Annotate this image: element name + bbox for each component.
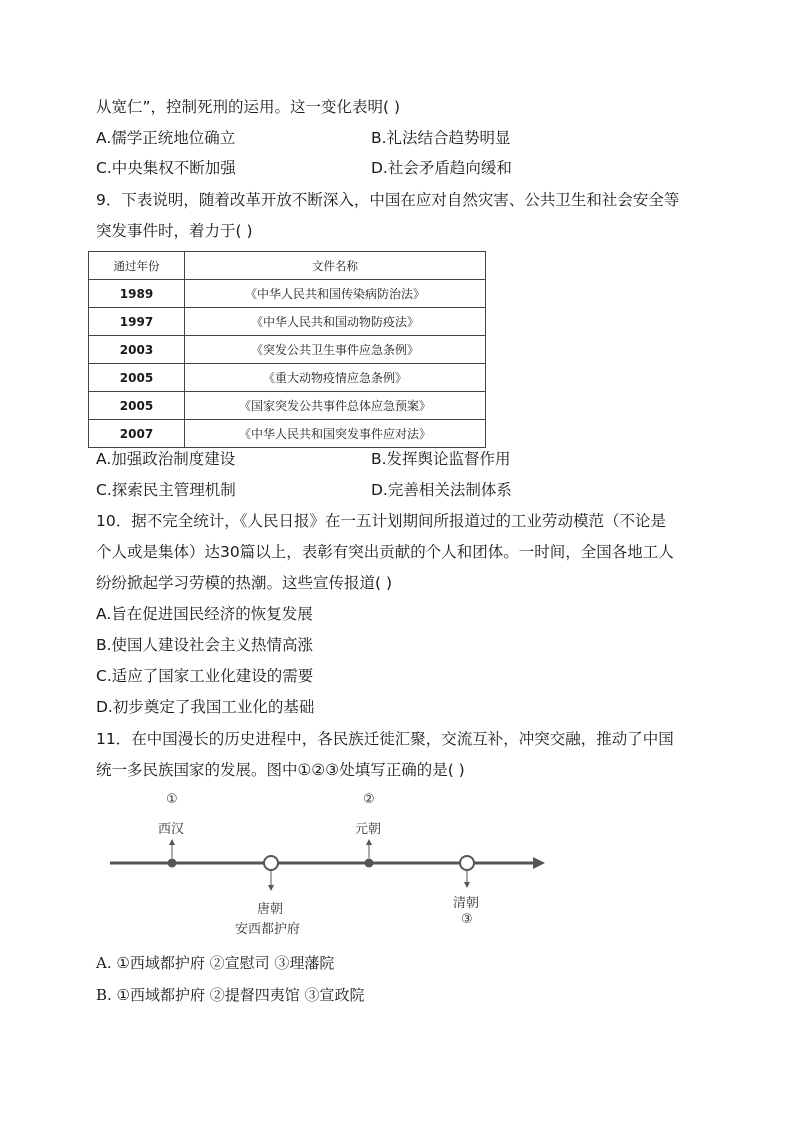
q11-option-b[interactable]: B. ①西域都护府 ②提督四夷馆 ③宣政院 (96, 986, 365, 1004)
table-cell-year: 2005 (89, 392, 185, 420)
q9-option-c[interactable]: C.探索民主管理机制 (96, 481, 236, 499)
arrowhead-up-xihan (169, 839, 175, 845)
q10-option-c[interactable]: C.适应了国家工业化建设的需要 (96, 667, 314, 685)
table-row (89, 280, 486, 308)
timeline-dot-xihan (168, 859, 177, 868)
table-cell-year: 2005 (89, 364, 185, 392)
dynasty-timeline (110, 790, 550, 940)
arrowhead-up-yuan (366, 839, 372, 845)
timeline-dot-yuan (365, 859, 374, 868)
table-row (89, 364, 486, 392)
q10-stem-line2: 个人或是集体）达30篇以上，表彰有突出贡献的个人和团体。一时间，全国各地工人 (96, 543, 674, 561)
timeline-ring-qing (460, 856, 474, 870)
table-cell-year: 2007 (89, 420, 185, 448)
arrowhead-down-qing (464, 882, 470, 888)
timeline-marker-1: ① (166, 792, 178, 807)
q9-option-b[interactable]: B.发挥舆论监督作用 (371, 450, 511, 468)
q10-option-a[interactable]: A.旨在促进国民经济的恢复发展 (96, 605, 313, 623)
arrowhead-down-tang (268, 885, 274, 891)
q9-option-a[interactable]: A.加强政治制度建设 (96, 450, 236, 468)
q10-stem-line3: 纷纷掀起学习劳模的热潮。这些宣传报道( ) (96, 574, 393, 592)
table-row (89, 420, 486, 448)
q9-option-d[interactable]: D.完善相关法制体系 (371, 481, 512, 499)
timeline-label-tang: 唐朝 (257, 902, 284, 917)
q8-option-c[interactable]: C.中央集权不断加强 (96, 159, 236, 177)
timeline-label-xihan: 西汉 (158, 822, 185, 837)
q8-option-b[interactable]: B.礼法结合趋势明显 (371, 129, 511, 147)
table-cell-doc: 《中华人民共和国传染病防治法》 (185, 280, 486, 308)
table-row (89, 308, 486, 336)
q8-option-d[interactable]: D.社会矛盾趋向缓和 (371, 159, 512, 177)
table-cell-doc: 《中华人民共和国突发事件应对法》 (185, 420, 486, 448)
q11-stem-line1: 11．在中国漫长的历史进程中，各民族迁徙汇聚，交流互补，冲突交融，推动了中国 (96, 730, 674, 748)
timeline-marker-3: ③ (461, 912, 473, 927)
timeline-ring-tang (264, 856, 278, 870)
q9-stem-line2: 突发事件时，着力于( ) (96, 222, 253, 240)
q8-stem: 从宽仁”，控制死刑的运用。这一变化表明( ) (96, 98, 401, 116)
table-cell-doc: 《国家突发公共事件总体应急预案》 (185, 392, 486, 420)
laws-table (88, 251, 486, 448)
q10-stem-line1: 10．据不完全统计，《人民日报》在一五计划期间所报道过的工业劳动模范（不论是 (96, 512, 666, 530)
table-cell-doc: 《重大动物疫情应急条例》 (185, 364, 486, 392)
table-header-doc: 文件名称 (185, 252, 486, 280)
table-cell-doc: 《中华人民共和国动物防疫法》 (185, 308, 486, 336)
table-header-year: 通过年份 (89, 252, 185, 280)
table-row (89, 336, 486, 364)
timeline-label-yuan: 元朝 (355, 822, 382, 837)
table-cell-doc: 《突发公共卫生事件应急条例》 (185, 336, 486, 364)
timeline-label-qing: 清朝 (453, 896, 480, 911)
q11-stem-line2: 统一多民族国家的发展。图中①②③处填写正确的是( ) (96, 761, 465, 779)
timeline-arrowhead (533, 857, 545, 869)
q8-option-a[interactable]: A.儒学正统地位确立 (96, 129, 236, 147)
q11-option-a[interactable]: A. ①西域都护府 ②宣慰司 ③理藩院 (96, 954, 335, 972)
timeline-label-anxi: 安西都护府 (235, 922, 301, 937)
timeline-svg (110, 790, 550, 940)
table-header-row (89, 252, 486, 280)
q10-option-d[interactable]: D.初步奠定了我国工业化的基础 (96, 698, 315, 716)
timeline-marker-2: ② (363, 792, 375, 807)
table-cell-year: 2003 (89, 336, 185, 364)
table-cell-year: 1989 (89, 280, 185, 308)
table-row (89, 392, 486, 420)
q10-option-b[interactable]: B.使国人建设社会主义热情高涨 (96, 636, 314, 654)
table-cell-year: 1997 (89, 308, 185, 336)
q9-stem-line1: 9．下表说明，随着改革开放不断深入，中国在应对自然灾害、公共卫生和社会安全等 (96, 191, 680, 209)
